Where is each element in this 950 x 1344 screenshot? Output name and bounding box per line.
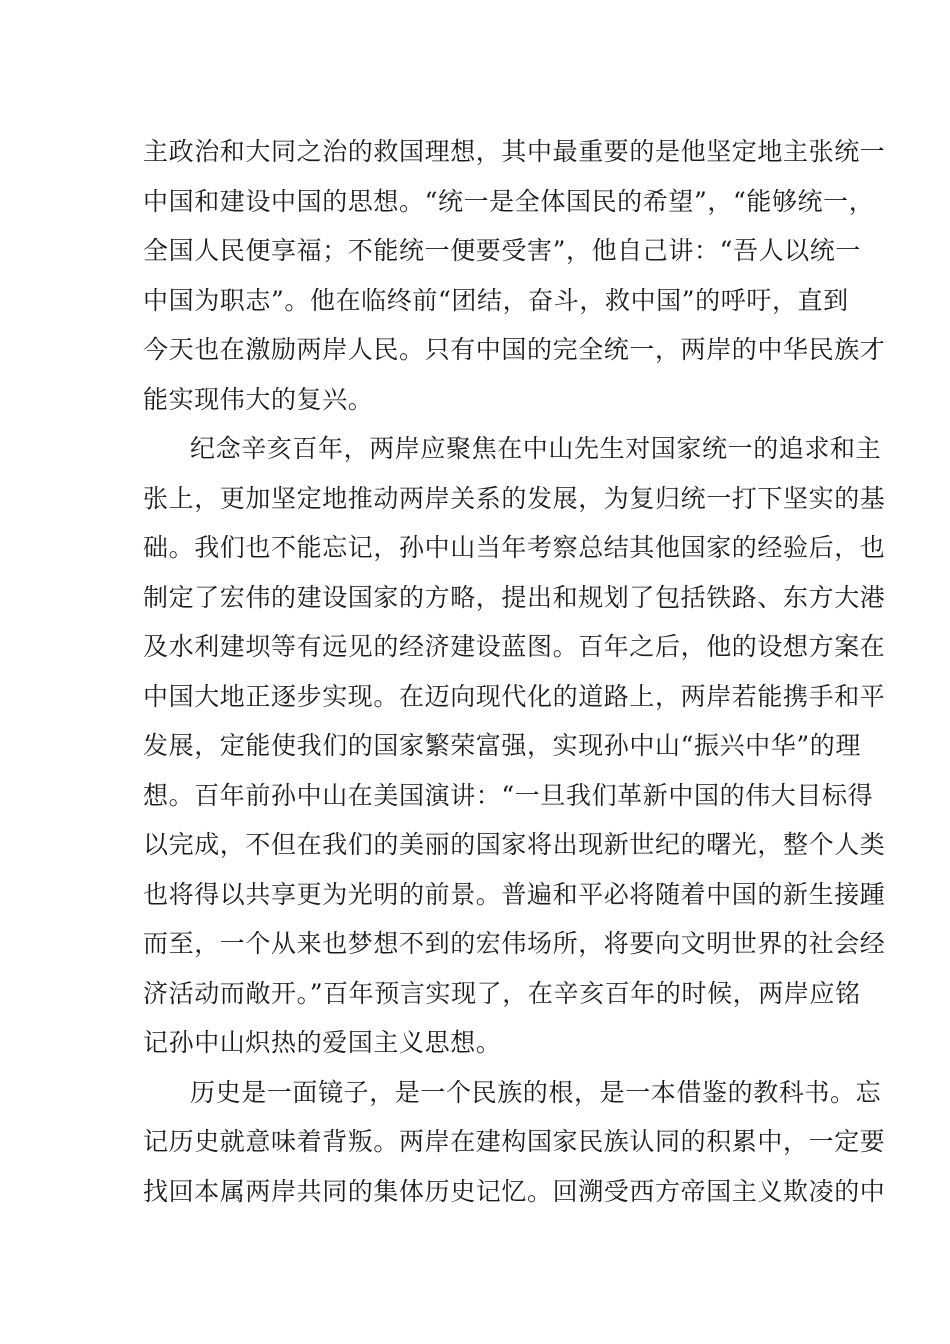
text-line: 今天也在激励两岸人民。只有中国的完全统一，两岸的中华民族才 bbox=[143, 335, 886, 364]
text-line: 而至，一个从来也梦想不到的宏伟场所，将要向文明世界的社会经 bbox=[143, 929, 886, 958]
text-line: 中国和建设中国的思想。“统一是全体国民的希望”，“能够统一， bbox=[143, 186, 875, 216]
text-line: 制定了宏伟的建设国家的方略，提出和规划了包括铁路、东方大港 bbox=[143, 582, 886, 612]
text-line: 主政治和大同之治的救国理想，其中最重要的是他坚定地主张统一 bbox=[143, 137, 886, 166]
text-line: 全国人民便享福；不能统一便要受害”，他自己讲：“吾人以统一 bbox=[143, 236, 861, 265]
text-line: 济活动而敞开。”百年预言实现了，在辛亥百年的时候，两岸应铭 bbox=[143, 978, 861, 1008]
text-line: 张上，更加坚定地推动两岸关系的发展，为复归统一打下坚实的基 bbox=[143, 483, 886, 513]
text-line: 及水利建坝等有远见的经济建设蓝图。百年之后，他的设想方案在 bbox=[143, 632, 886, 661]
paragraph-first-line: 历史是一面镜子，是一个民族的根，是一本借鉴的教科书。忘 bbox=[190, 1077, 882, 1107]
text-line: 发展，定能使我们的国家繁荣富强，实现孙中山“振兴中华”的理 bbox=[143, 731, 861, 760]
text-line: 想。百年前孙中山在美国演讲：“一旦我们革新中国的伟大目标得 bbox=[143, 780, 874, 810]
text-line: 中国为职志”。他在临终前“团结，奋斗，救中国”的呼吁，直到 bbox=[143, 285, 849, 315]
text-line: 以完成，不但在我们的美丽的国家将出现新世纪的曙光，整个人类 bbox=[143, 830, 886, 859]
text-line: 础。我们也不能忘记，孙中山当年考察总结其他国家的经验后，也 bbox=[143, 533, 886, 562]
text-line: 能实现伟大的复兴。 bbox=[143, 384, 374, 414]
body-text bbox=[143, 127, 886, 1216]
paragraph-first-line: 纪念辛亥百年，两岸应聚焦在中山先生对国家统一的追求和主 bbox=[190, 434, 882, 463]
text-line: 也将得以共享更为光明的前景。普遍和平必将随着中国的新生接踵 bbox=[143, 879, 886, 909]
text-line: 记历史就意味着背叛。两岸在建构国家民族认同的积累中，一定要 bbox=[143, 1127, 886, 1156]
text-line: 中国大地正逐步实现。在迈向现代化的道路上，两岸若能携手和平 bbox=[143, 681, 886, 711]
text-line: 找回本属两岸共同的集体历史记忆。回溯受西方帝国主义欺凌的中 bbox=[143, 1176, 886, 1206]
text-line: 记孙中山炽热的爱国主义思想。 bbox=[143, 1028, 502, 1057]
